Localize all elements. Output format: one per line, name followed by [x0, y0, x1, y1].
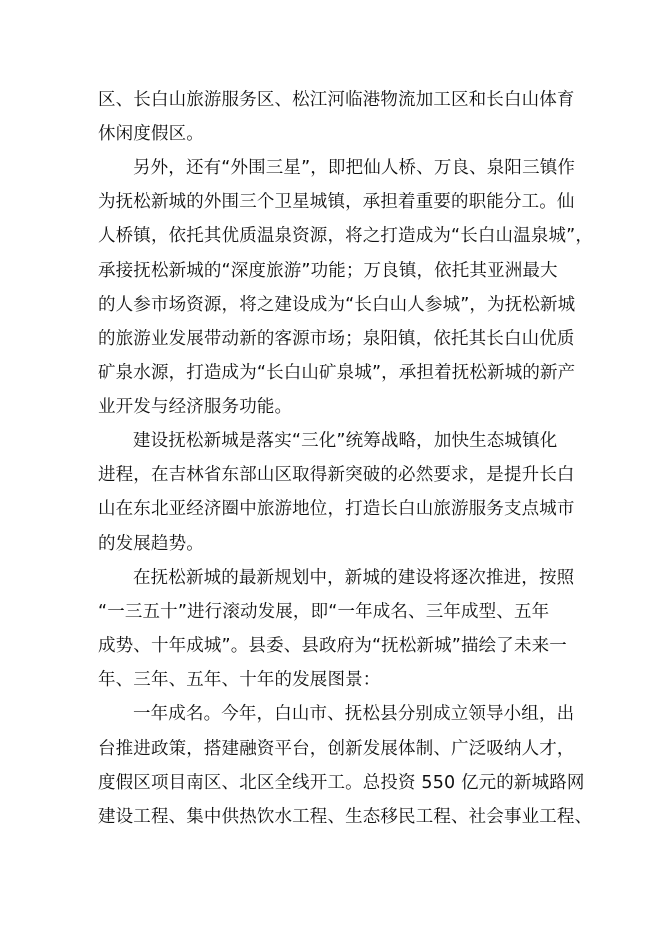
text-line: 业开发与经济服务功能。 [98, 397, 293, 417]
text-line: 的人参市场资源，将之建设成为“长白山人参城”，为抚松新城 [98, 295, 576, 315]
text-line: 的旅游业发展带动新的客源市场；泉阳镇，依托其长白山优质 [98, 329, 575, 349]
text-line: 的发展趋势。 [98, 534, 204, 554]
text-line: 进程，在吉林省东部山区取得新突破的必然要求，是提升长白 [98, 465, 575, 485]
paragraph-start-line: 建设抚松新城是落实“三化”统筹战略，加快生态城镇化 [133, 431, 558, 451]
text-line: “一三五十”进行滚动发展，即“一年成名、三年成型、五年 [98, 602, 550, 622]
text-line: 为抚松新城的外围三个卫星城镇，承担着重要的职能分工。仙 [98, 192, 575, 212]
paragraph-start-line: 另外，还有“外围三星”，即把仙人桥、万良、泉阳三镇作 [133, 158, 576, 178]
text-line: 年、三年、五年、十年的发展图景： [98, 670, 381, 690]
text-line: 建设工程、集中供热饮水工程、生态移民工程、社会事业工程、 [98, 807, 593, 827]
text-line: 度假区项目南区、北区全线开工。总投资 550 亿元的新城路网 [98, 773, 585, 793]
text-line: 台推进政策，搭建融资平台，创新发展体制、广泛吸纳人才， [98, 739, 575, 759]
paragraph-start-line: 在抚松新城的最新规划中，新城的建设将逐次推进，按照 [133, 568, 575, 588]
text-line: 承接抚松新城的“深度旅游”功能；万良镇，依托其亚洲最大 [98, 261, 558, 281]
text-line: 山在东北亚经济圈中旅游地位，打造长白山旅游服务支点城市 [98, 499, 575, 519]
text-line: 人桥镇，依托其优质温泉资源，将之打造成为“长白山温泉城”， [98, 226, 593, 246]
text-line: 区、长白山旅游服务区、松江河临港物流加工区和长白山体育 [98, 90, 575, 110]
paragraph-start-line: 一年成名。今年，白山市、抚松县分别成立领导小组，出 [133, 704, 575, 724]
text-line: 休闲度假区。 [98, 124, 204, 144]
text-line: 成势、十年成城”。县委、县政府为“抚松新城”描绘了未来一 [98, 636, 567, 656]
text-line: 矿泉水源，打造成为“长白山矿泉城”，承担着抚松新城的新产 [98, 363, 576, 383]
